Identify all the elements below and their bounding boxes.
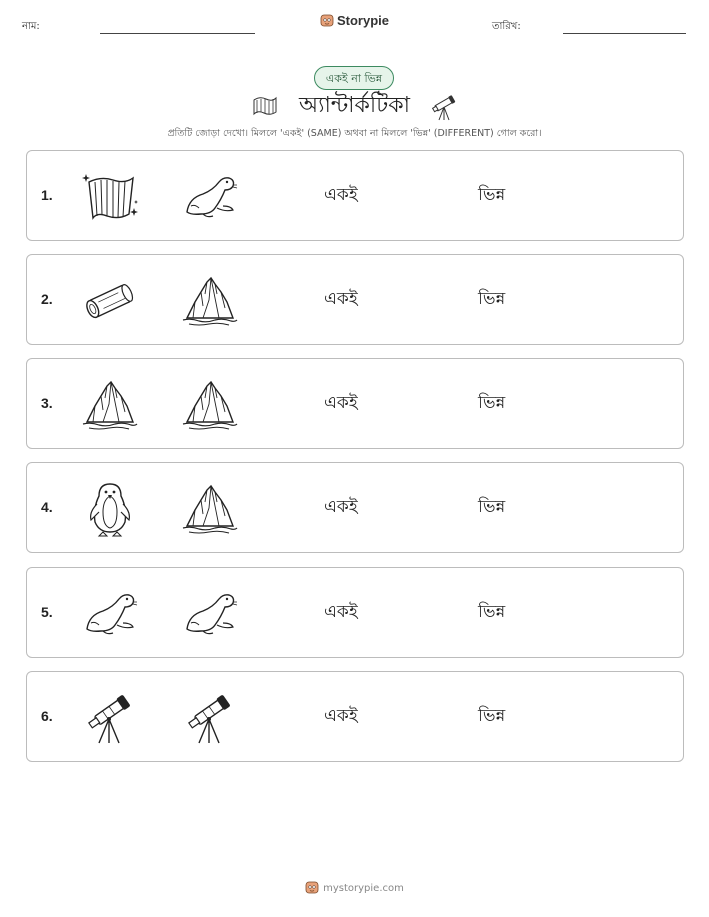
- option-different[interactable]: ভিন্ন: [478, 393, 506, 413]
- option-same[interactable]: একই: [324, 602, 358, 622]
- worksheet-header: [0, 0, 709, 40]
- option-same[interactable]: একই: [324, 706, 358, 726]
- option-different[interactable]: ভিন্ন: [478, 185, 506, 205]
- seal-icon: [81, 585, 139, 643]
- brand-logo: [0, 13, 709, 28]
- page-title: অ্যান্টার্কটিকা: [299, 93, 410, 118]
- option-different[interactable]: ভিন্ন: [478, 706, 506, 726]
- aurora-icon: [250, 92, 280, 122]
- question-number: 5.: [41, 604, 53, 620]
- storypie-mascot-icon: [320, 13, 334, 27]
- question-number: 6.: [41, 708, 53, 724]
- telescope-icon: [181, 689, 239, 747]
- option-same[interactable]: একই: [324, 393, 358, 413]
- brand-name: Storypie: [336, 13, 389, 28]
- log-icon: [81, 272, 139, 330]
- iceberg-icon: [181, 272, 239, 330]
- telescope-icon: [81, 689, 139, 747]
- name-line: [100, 33, 255, 34]
- option-same[interactable]: একই: [324, 497, 358, 517]
- footer-url: mystorypie.com: [323, 883, 404, 894]
- telescope-icon: [429, 92, 459, 122]
- date-line: [563, 33, 686, 34]
- question-row: [26, 567, 684, 658]
- option-different[interactable]: ভিন্ন: [478, 289, 506, 309]
- option-different[interactable]: ভিন্ন: [478, 497, 506, 517]
- question-number: 1.: [41, 187, 53, 203]
- question-number: 2.: [41, 291, 53, 307]
- storypie-mascot-icon: [305, 880, 319, 894]
- question-number: 3.: [41, 395, 53, 411]
- seal-icon: [181, 168, 239, 226]
- date-label: তারিখ:: [492, 21, 521, 32]
- footer: [0, 880, 709, 894]
- iceberg-icon: [81, 376, 139, 434]
- question-row: [26, 462, 684, 553]
- question-row: [26, 358, 684, 449]
- option-same[interactable]: একই: [324, 185, 358, 205]
- question-number: 4.: [41, 499, 53, 515]
- iceberg-icon: [181, 376, 239, 434]
- worksheet-type-badge: একই না ভিন্ন: [314, 66, 394, 90]
- option-different[interactable]: ভিন্ন: [478, 602, 506, 622]
- aurora-icon: [81, 168, 139, 226]
- question-row: [26, 150, 684, 241]
- iceberg-icon: [181, 480, 239, 538]
- penguin-icon: [81, 480, 139, 538]
- title-row: [0, 88, 709, 124]
- option-same[interactable]: একই: [324, 289, 358, 309]
- question-row: [26, 671, 684, 762]
- name-label: নাম:: [22, 21, 40, 32]
- seal-icon: [181, 585, 239, 643]
- question-row: [26, 254, 684, 345]
- instructions-text: প্রতিটি জোড়া দেখো। মিললে 'একই' (SAME) অথবা না মিললে 'ভিন্ন' (DIFFERENT) গোল করো।: [167, 128, 542, 139]
